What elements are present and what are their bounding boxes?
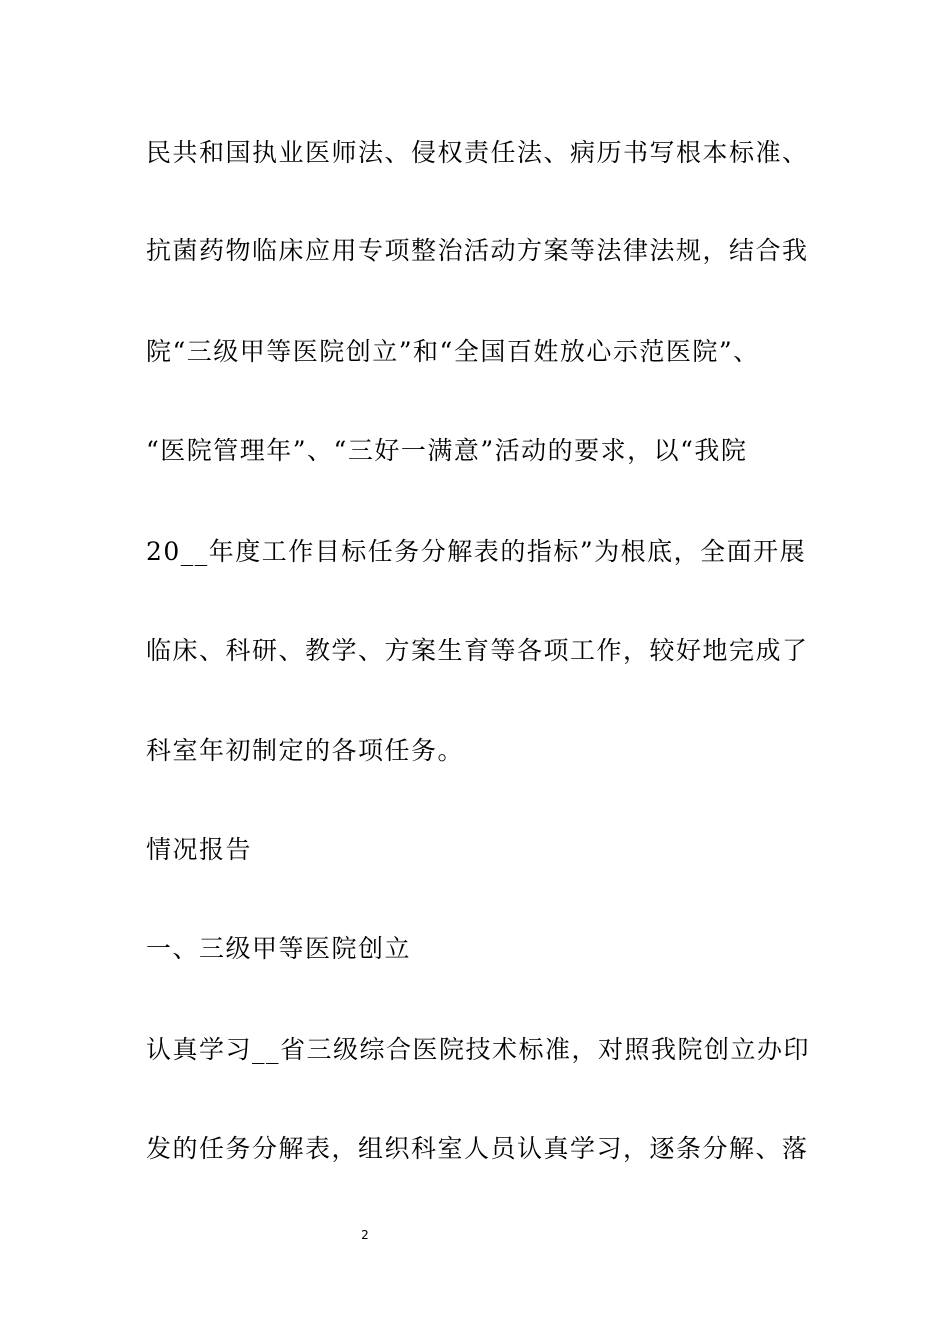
body-text-line: 认真学习__省三级综合医院技术标准，对照我院创立办印 [146, 1035, 811, 1064]
section-heading: 情况报告 [146, 835, 253, 864]
page-number: 2 [361, 1228, 369, 1242]
body-text-line: 发的任务分解表，组织科室人员认真学习，逐条分解、落 [146, 1134, 809, 1163]
subsection-heading: 一、三级甲等医院创立 [146, 934, 412, 963]
body-text-line: 科室年初制定的各项任务。 [146, 736, 465, 765]
body-text-line: “医院管理年”、“三好一满意”活动的要求，以“我院 [146, 436, 748, 465]
body-text-line: 抗菌药物临床应用专项整治活动方案等法律法规，结合我 [146, 236, 809, 265]
body-text-line: 临床、科研、教学、方案生育等各项工作，较好地完成了 [146, 636, 809, 665]
body-text-line: 20__年度工作目标任务分解表的指标”为根底，全面开展 [146, 537, 807, 566]
body-text-line: 院“三级甲等医院创立”和“全国百姓放心示范医院”、 [146, 337, 760, 366]
body-text-line: 民共和国执业医师法、侵权责任法、病历书写根本标准、 [146, 138, 809, 167]
